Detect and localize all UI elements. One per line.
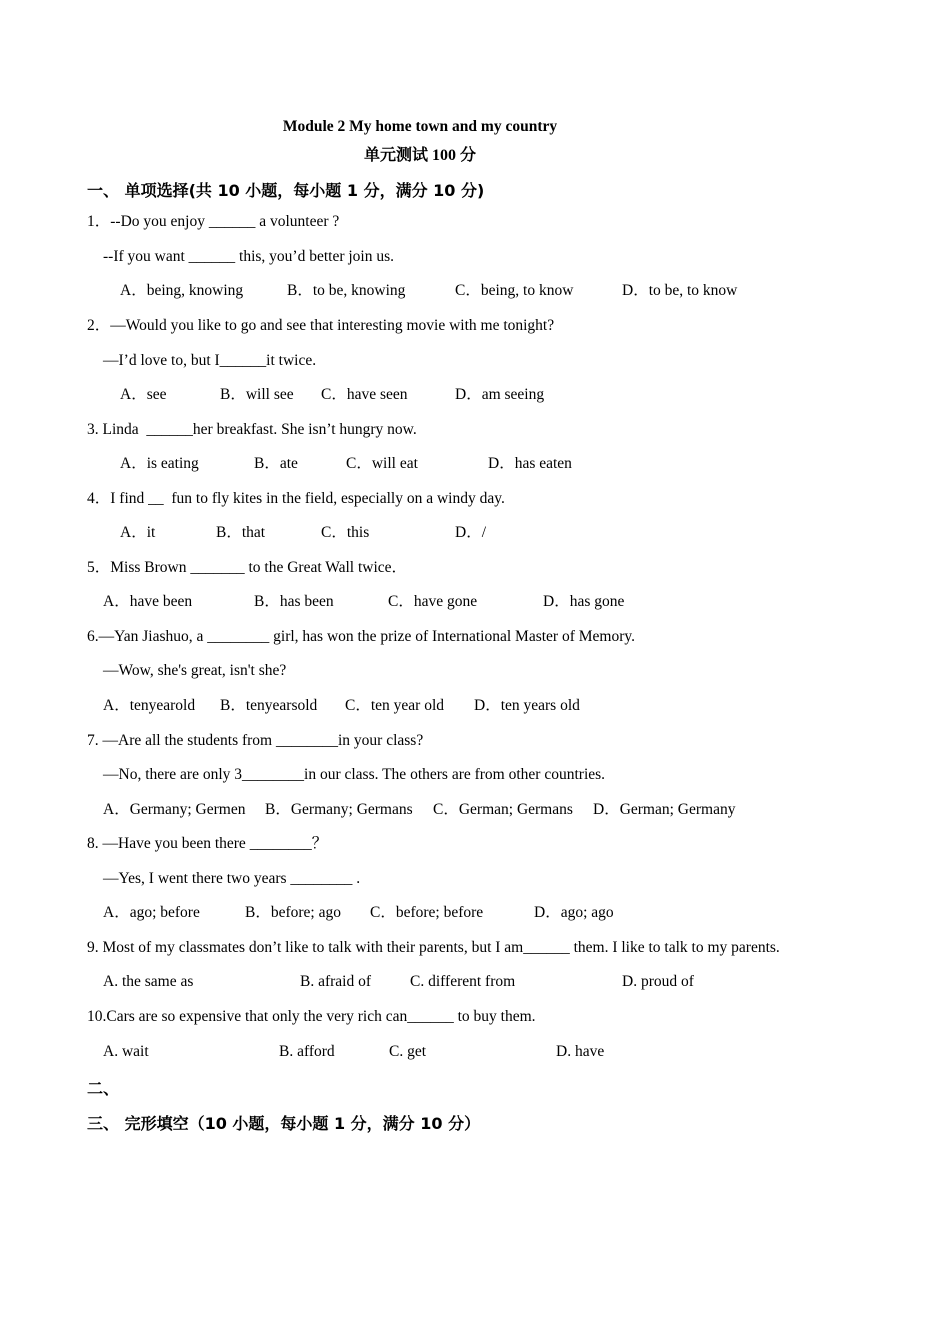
question-9-line-1: 9. Most of my classmates don’t like to talk with their parents, but I am______ them. I like to talk to my parents. [87, 939, 780, 956]
question-7-line-2: —No, there are only 3________in our class. The others are from other countries. [103, 766, 606, 783]
question-8-option-d: D．ago; ago [534, 904, 614, 921]
question-6-option-b: B．tenyearsold [220, 697, 318, 714]
question-10-option-a: A. wait [103, 1043, 149, 1060]
question-8-line-1: 8. —Have you been there ________？ [87, 835, 328, 852]
question-10-line-1: 10.Cars are so expensive that only the very rich can______ to buy them. [87, 1008, 536, 1025]
question-2-option-c: C．have seen [321, 386, 408, 403]
question-9-option-c: C. different from [410, 973, 516, 990]
question-5-line-1: 5．Miss Brown _______ to the Great Wall twice． [87, 559, 408, 576]
question-8-option-b: B．before; ago [245, 904, 341, 921]
question-1-option-c: C．being, to know [455, 282, 574, 299]
question-2-option-d: D．am seeing [455, 386, 545, 403]
question-2-option-b: B．will see [220, 386, 294, 403]
question-6-option-a: A．tenyearold [103, 697, 196, 714]
question-8-option-c: C．before; before [370, 904, 484, 921]
question-9-option-a: A. the same as [103, 973, 194, 990]
question-2-line-2: —I’d love to, but I______it twice. [103, 352, 317, 369]
question-6-option-c: C．ten year old [345, 697, 445, 714]
question-3-option-d: D．has eaten [488, 455, 572, 472]
question-4-line-1: 4．I find __ fun to fly kites in the field, especially on a windy day. [87, 490, 505, 507]
question-9-option-b: B. afraid of [300, 973, 372, 990]
question-10-option-d: D. have [556, 1043, 605, 1060]
section-heading-1: 一、 单项选择(共 10 小题，每小题 1 分，满分 10 分) [87, 181, 485, 200]
page-title: Module 2 My home town and my country [282, 118, 558, 135]
question-3-option-b: B．ate [254, 455, 298, 472]
question-7-option-c: C．German; Germans [433, 801, 573, 818]
question-7-option-d: D．German; Germany [593, 801, 736, 818]
question-9-option-d: D. proud of [622, 973, 694, 990]
page-subtitle: 单元测试 100 分 [363, 147, 476, 164]
question-7-option-b: B．Germany; Germans [265, 801, 413, 818]
question-6-option-d: D．ten years old [474, 697, 580, 714]
question-10-option-c: C. get [389, 1043, 427, 1060]
question-3-option-a: A．is eating [120, 455, 199, 472]
question-3-line-1: 3. Linda ______her breakfast. She isn’t hungry now. [87, 421, 417, 438]
question-6-line-1: 6.—Yan Jiashuo, a ________ girl, has won the prize of International Master of Memory. [87, 628, 635, 645]
question-2-line-1: 2．—Would you like to go and see that interesting movie with me tonight? [87, 317, 555, 334]
question-5-option-c: C．have gone [388, 593, 478, 610]
question-4-option-c: C．this [321, 524, 370, 541]
question-3-option-c: C．will eat [346, 455, 418, 472]
question-7-option-a: A．Germany; Germen [103, 801, 246, 818]
section-heading-3: 三、 完形填空（10 小题，每小题 1 分，满分 10 分） [87, 1114, 481, 1133]
question-5-option-d: D．has gone [543, 593, 625, 610]
question-1-option-d: D．to be, to know [622, 282, 738, 299]
question-6-line-2: —Wow, she's great, isn't she? [103, 662, 287, 679]
question-5-option-a: A．have been [103, 593, 193, 610]
question-2-option-a: A．see [120, 386, 167, 403]
question-1-option-a: A．being, knowing [120, 282, 244, 299]
question-4-option-d: D．/ [455, 524, 487, 541]
question-10-option-b: B. afford [279, 1043, 335, 1060]
question-8-line-2: —Yes, I went there two years ________ . [103, 870, 361, 887]
question-5-option-b: B．has been [254, 593, 334, 610]
question-4-option-a: A．it [120, 524, 156, 541]
question-1-line-1: 1．--Do you enjoy ______ a volunteer ? [87, 213, 340, 230]
question-1-line-2: --If you want ______ this, you’d better join us. [103, 248, 395, 265]
section-heading-2: 二、 [87, 1079, 120, 1098]
question-8-option-a: A．ago; before [103, 904, 200, 921]
question-4-option-b: B．that [216, 524, 266, 541]
question-7-line-1: 7. —Are all the students from ________in your class? [87, 732, 424, 749]
question-1-option-b: B．to be, knowing [287, 282, 406, 299]
